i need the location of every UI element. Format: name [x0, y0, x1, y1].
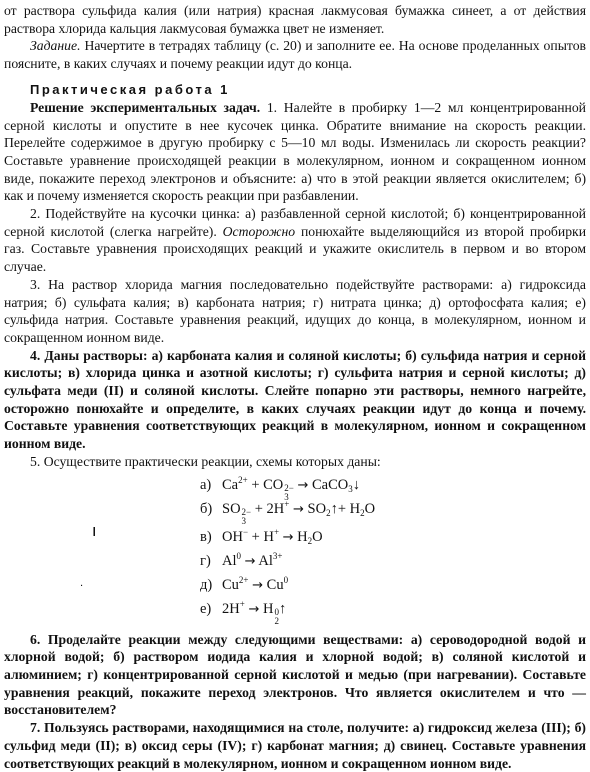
equation-a: а) $Ca^{2+}$ + CO 2− 3 → CaCO$_3$↓: [200, 474, 360, 502]
equation-f: е) 2H+ → H 0 2 ↑: [200, 598, 287, 626]
textbook-page: [4, 2, 586, 772]
task-1-text: 1. Налейте в пробирку 1—2 мл концентрированной серной кислоты и опустите в нее кусочек цинка. Обратите внимание на скорость реакции. Перелейте содержимое в другую пробирку с 5—10 мл воды. Изменилась ли скорость реакции? Составьте уравнение происходящей реакции в молекулярном, ионном и сокращенном ионном виде, покажите переход электронов и объясните: а) что в этой реакции является окислителем; б) как и почему изменяется скорость реакции при разбавлении.: [4, 99, 587, 204]
equation-label-f: е): [200, 600, 212, 617]
margin-dot: ·: [80, 580, 84, 592]
equation-label-c: в): [200, 528, 212, 545]
task-label: Задание.: [30, 38, 81, 54]
task-2-text-b: понюхайте выделяющийся из второй пробирки газ. Составьте уравнения происходящих реакций и укажите окислитель в первом и во втором случае.: [4, 223, 587, 275]
equation-label-b: б): [200, 500, 213, 517]
equation-c: в) $OH^- + H^+ \to H_2O$: [200, 526, 323, 546]
intro-paragraph: от раствора сульфида калия (или натрия) красная лакмусовая бумажка синеет, а от действия раствора хлорида кальция лакмусовая бумажка цвет не изменяет.: [4, 3, 586, 36]
task-4: 4. Даны растворы: а) карбоната калия и соляной кислоты; б) сульфида натрия и серной кислоты; в) хлорида цинка и азотной кислоты; г) сульфита натрия и серной кислоты; д) сульфата меди (II) и соляной кислоты. Слейте попарно эти растворы, немного нагрейте, осторожно понюхайте и определите, в каких случаях реакции идут до конца и почему. Составьте уравнения соответствующих реакций в молекулярном, ионном и сокращенном ионном виде.: [4, 347, 586, 452]
equation-label-d: г): [200, 552, 211, 569]
equation-d: г) $Al^0 \to Al^{3+}$: [200, 550, 283, 569]
task-1: [4, 99, 586, 205]
task-text: Начертите в тетрадях таблицу (с. 20) и заполните ее. На основе проделанных опытов поясните, в каких случаях и почему реакции идут до конца.: [4, 38, 587, 72]
margin-mark: ı: [92, 520, 97, 540]
task-2-caution: Осторожно: [222, 223, 296, 239]
equation-e: д) $Cu^{2+} \to Cu^0$: [200, 574, 289, 593]
equation-b: б) SO 2− 3 + $2H^+ \to SO_2↑+ H_2O$: [200, 498, 376, 526]
task-1-title: Решение экспериментальных задач.: [30, 99, 261, 115]
task-6: 6. Проделайте реакции между следующими веществами: а) сероводородной водой и хлорной водой; б) раствором иодида калия и хлорной водой; в) соляной кислотой и алюминием; г) концентрированной серной кислотой и медью (при нагревании). Составьте уравнения реакций, покажите переход электронов. Что является окислителем и что — восстановителем?: [4, 631, 586, 718]
equation-label-a: а): [200, 476, 212, 493]
section-heading: Практическая работа 1: [30, 81, 230, 97]
task-2: [4, 205, 586, 276]
equation-label-e: д): [200, 576, 213, 593]
reaction-schemes: [4, 475, 586, 675]
task-paragraph: [4, 37, 586, 72]
task-2-text-a: 2. Подействуйте на кусочки цинка: а) разбавленной серной кислотой; б) концентрированной серной кислотой (слегка нагрейте).: [4, 206, 586, 239]
task-7: 7. Пользуясь растворами, находящимися на столе, получите: а) гидроксид железа (III); б) сульфид меди (II); в) оксид серы (IV); г) карбонат магния; д) свинец. Составьте уравнения соответствующих реакций в молекулярном, ионном и сокращенном ионном виде.: [4, 720, 586, 771]
task-3: 3. На раствор хлорида магния последовательно подействуйте растворами: а) гидроксида натрия; б) сульфата калия; в) карбоната натрия; г) нитрата цинка; д) ортофосфата калия; е) сульфида натрия. Составьте уравнения реакций, идущих до конца, в молекулярном, ионном и сокращенном ионном виде.: [4, 276, 586, 345]
task-5: 5. Осуществите практически реакции, схемы которых даны:: [30, 453, 381, 469]
